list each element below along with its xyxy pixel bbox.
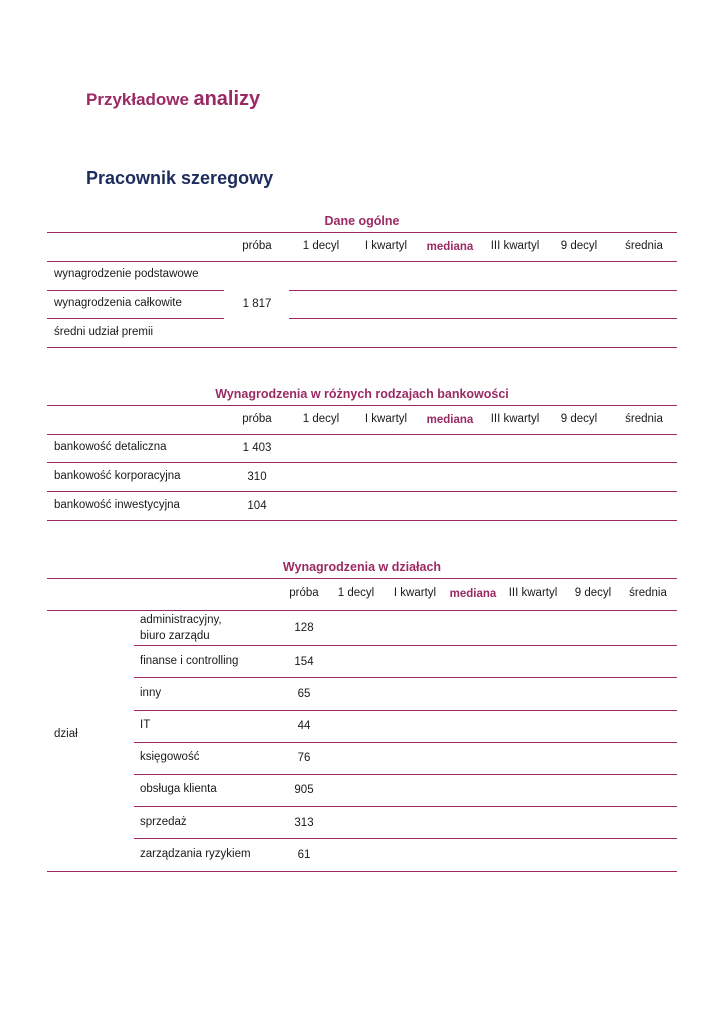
table2-sample-value: 1 403 bbox=[242, 442, 272, 454]
table3-sample-value: 905 bbox=[294, 784, 314, 796]
table3-group-label: dział bbox=[54, 728, 78, 740]
table3-bottom-rule bbox=[47, 871, 677, 872]
table3-row-label: obsługa klienta bbox=[140, 783, 217, 795]
col-header-quartile3: III kwartyl bbox=[508, 587, 558, 599]
table3-header-rule bbox=[47, 610, 677, 611]
table3-row-rule bbox=[134, 645, 677, 646]
table3-row-rule bbox=[134, 774, 677, 775]
table1-row-rule bbox=[289, 290, 677, 291]
table3-row-rule bbox=[134, 710, 677, 711]
table3-sample-value: 128 bbox=[294, 622, 314, 634]
table2-row-label: bankowość detaliczna bbox=[54, 441, 167, 453]
col-header-median: mediana bbox=[426, 241, 474, 253]
section-heading-part2: analizy bbox=[193, 88, 261, 110]
col-header-quartile3: III kwartyl bbox=[490, 240, 540, 252]
section-heading bbox=[86, 88, 260, 111]
table3-row-label: finanse i controlling bbox=[140, 655, 239, 667]
col-header-sample: próba bbox=[242, 413, 272, 425]
table3-sample-value: 313 bbox=[294, 817, 314, 829]
table3-top-rule bbox=[47, 578, 677, 579]
col-header-quartile1: I kwartyl bbox=[364, 413, 408, 425]
table2-sample-value: 104 bbox=[247, 500, 267, 512]
table1-header-rule bbox=[47, 261, 677, 262]
table3-row-rule bbox=[134, 838, 677, 839]
table1-row-label: wynagrodzenia całkowite bbox=[54, 297, 182, 309]
table3-sample-value: 154 bbox=[294, 656, 314, 668]
table3-row-label: IT bbox=[140, 719, 151, 731]
table3-row-label: inny bbox=[140, 687, 162, 699]
table1-title: Dane ogólne bbox=[324, 214, 400, 228]
table3-row-label: księgowość bbox=[140, 751, 200, 763]
table1-row-label: wynagrodzenie podstawowe bbox=[54, 268, 199, 280]
table3-row-label: administracyjny, biuro zarządu bbox=[140, 614, 222, 642]
table3-row-rule bbox=[134, 806, 677, 807]
table3-title: Wynagrodzenia w działach bbox=[282, 560, 442, 574]
col-header-median: mediana bbox=[449, 588, 497, 600]
col-header-decile1: 1 decyl bbox=[337, 587, 375, 599]
table1-row-rule bbox=[289, 318, 677, 319]
table2-sample-value: 310 bbox=[247, 471, 267, 483]
table1-bottom-rule bbox=[47, 347, 677, 348]
col-header-quartile1: I kwartyl bbox=[364, 240, 408, 252]
table2-row-label: bankowość inwestycyjna bbox=[54, 499, 180, 511]
col-header-decile1: 1 decyl bbox=[302, 413, 340, 425]
col-header-decile9: 9 decyl bbox=[560, 413, 598, 425]
col-header-quartile3: III kwartyl bbox=[490, 413, 540, 425]
table3-sample-value: 65 bbox=[297, 688, 311, 700]
table3-row-label: sprzedaż bbox=[140, 816, 187, 828]
table1-row-label: średni udział premii bbox=[54, 326, 154, 338]
table1-row-rule bbox=[47, 290, 224, 291]
table2-row-label: bankowość korporacyjna bbox=[54, 470, 181, 482]
table2-header-rule bbox=[47, 434, 677, 435]
table2-title: Wynagrodzenia w różnych rodzajach bankowości bbox=[215, 387, 509, 401]
table3-row-label: zarządzania ryzykiem bbox=[140, 848, 251, 860]
col-header-decile9: 9 decyl bbox=[574, 587, 612, 599]
col-header-median: mediana bbox=[426, 414, 474, 426]
col-header-quartile1: I kwartyl bbox=[393, 587, 437, 599]
table2-top-rule bbox=[47, 405, 677, 406]
table2-bottom-rule bbox=[47, 520, 677, 521]
col-header-mean: średnia bbox=[629, 587, 667, 599]
table1-sample-value: 1 817 bbox=[242, 298, 272, 310]
table2-row-rule bbox=[47, 491, 677, 492]
table2-row-rule bbox=[47, 462, 677, 463]
col-header-mean: średnia bbox=[625, 413, 663, 425]
section-heading-part1: Przykładowe bbox=[86, 90, 189, 109]
page-title: Pracownik szeregowy bbox=[86, 168, 274, 188]
col-header-decile1: 1 decyl bbox=[302, 240, 340, 252]
table3-row-rule bbox=[134, 677, 677, 678]
table3-sample-value: 76 bbox=[297, 752, 311, 764]
table3-sample-value: 44 bbox=[297, 720, 311, 732]
table1-top-rule bbox=[47, 232, 677, 233]
table3-row-rule bbox=[134, 742, 677, 743]
col-header-decile9: 9 decyl bbox=[560, 240, 598, 252]
table1-row-rule bbox=[47, 318, 224, 319]
col-header-sample: próba bbox=[289, 587, 319, 599]
table3-sample-value: 61 bbox=[297, 849, 311, 861]
col-header-mean: średnia bbox=[625, 240, 663, 252]
col-header-sample: próba bbox=[242, 240, 272, 252]
